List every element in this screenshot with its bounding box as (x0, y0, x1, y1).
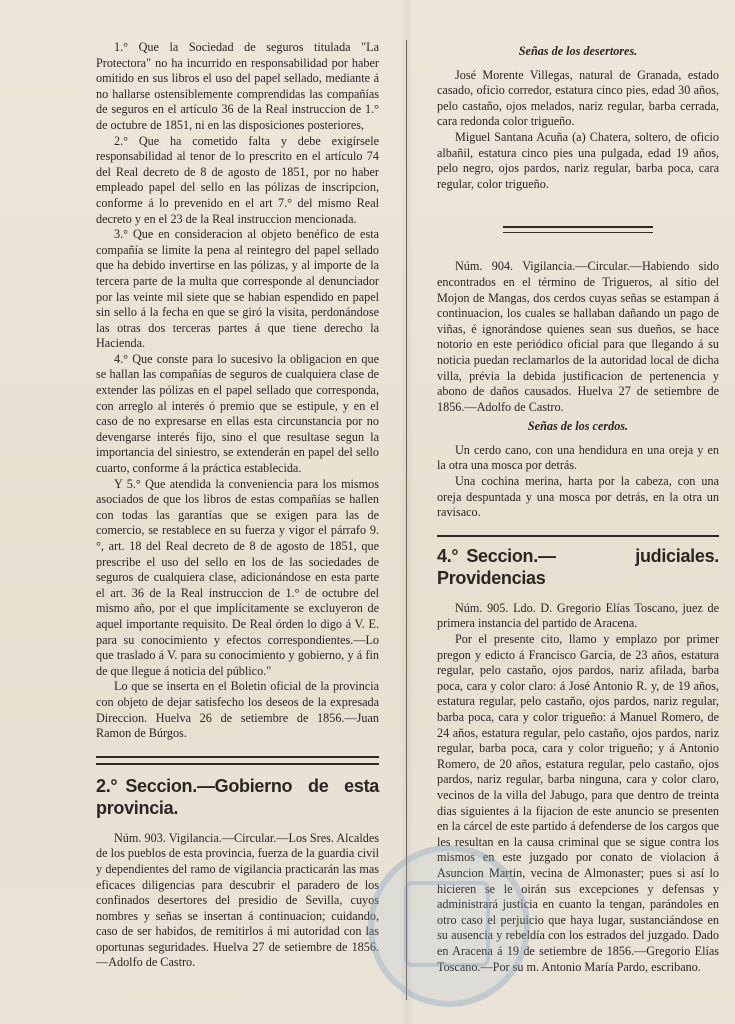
pig-1: Un cerdo cano, con una hendidura en una oreja y en la otra una mosca por detrás. (437, 442, 719, 473)
resolution-4: 4.° Que conste para lo sucesivo la obligacion en que se hallan las compañías de seguros de cualquiera clase de extender las pólizas en el papel sellado que corresponda, con arreglo al interés ó premio que se estipule, y en el caso de no expresarse en ellas esta circunstancia por no devengarse interés fijo, sino el que resultase segun la importancia del siniestro, se extenderán en papel del sello cuarto, conforme á la práctica establecida. (96, 351, 379, 476)
section-4-title-end: judiciales. (635, 545, 719, 566)
section-rule-4 (437, 535, 719, 537)
resolution-1: 1.° Que la Sociedad de seguros titulada "La Protectora" no ha incurrido en responsabilidad por haber omitido en sus libros el uso del papel sellado, mediante á no hallarse ostensiblemente comprendidas las compañías de seguros en el artículo 36 de la Real instruccion de 1.° de octubre de 1851, ni en las disposiciones posteriores, (96, 40, 379, 132)
notice-905-body: Por el presente cito, llamo y emplazo por primer pregon y edicto á Francisco García, de 23 años, estatura regular, pelo castaño, ojos pardos, nariz afilada, barba poca, cara y color claro: á José Antonio R. y, de 19 años, estatura regular, pelo castaño, ojos pardos, nariz regular, barba poca, cara y color trigueño: á Manuel Romero, de 24 años, estatura regular, pelo castaño, ojos pardos, nariz regular, barba poca, cara y color trigueño; y á Antonio Romero, de 20 años, estatura regular, pelo castaño, ojos pardos, nariz regular, barba ninguna, cara y color claro, vecinos de la villa del Jabugo, para que dentro de treinta dias siguientes á la fijacion de este anuncio se presenten en la cárcel de este partido á defenderse de los cargos que les resultan en la causa criminal que se sigue contra los mismos en este juzgado por conato de violacion á Asuncion Martin, vecina de Almonaster; pues si así lo hicieren se le oirán sus excepciones y defensas y administrará justicia en cuanto la tengan, parándoles en otro caso el perjuicio que haya lugar, sustanciándose en su ausencia y rebeldía con los estrados del juzgado. Dado en Aracena á 19 de setiembre de 1856.—Gregorio Elías Toscano.—Por su m. Antonio María Pardo, escribano. (437, 632, 719, 974)
deserter-2: Miguel Santana Acuña (a) Chatera, soltero, de oficio albañil, estatura cinco pies una pulgada, edad 19 años, pelo negro, ojos pardos, nariz regular, barba poca, cara regular, color trigueño. (437, 129, 719, 191)
section-4-number: 4.° (437, 545, 459, 566)
section-4-title: Seccion.—Providencias (437, 545, 556, 588)
stamp-emblem (404, 881, 490, 967)
section-2-title: Seccion.—Gobierno de esta provincia. (96, 775, 379, 818)
insertion-note: Lo que se inserta en el Boletin oficial de la provincia con objeto de dejar satisfecho los deseos de la expresada Direccion. Huelva 26 de setiembre de 1856.—Juan Ramon de Búrgos. (96, 679, 379, 741)
resolution-3: 3.° Que en consideracion al objeto benéfico de esta compañía se limite la pena al reintegro del papel sellado que ha debido invertirse en las pólizas, y al importe de la tercera parte de la multa que corresponde al denunciador por las veinte mil siete que se habian espendido en papel sin sello á la fecha en que se giró la visita, perdonándose las otras dos terceras partes á que tiene derecho la Hacienda. (96, 227, 379, 351)
section-4-heading (437, 545, 719, 589)
pig-2: Una cochina merina, harta por la cabeza, con una oreja despuntada y una mosca por detrás, en la otra un ravisaco. (437, 474, 719, 520)
section-rule (96, 756, 379, 765)
notice-905: Núm. 905. Ldo. D. Gregorio Elías Toscano, juez de primera instancia del partido de Aracena. (437, 600, 719, 631)
resolution-5: Y 5.° Que atendida la conveniencia para los mismos asociados de que los libros de estas compañías se hallen con todas las garantías que se exigen para las de comercio, se restablece en su fuerza y vigor el párrafo 9.°, art. 18 del Real decreto de 8 de agosto de 1851, que prescribe el uso del sello en los de las sociedades de seguros de cualquiera clase, adicionándose en esta parte el art. 36 de la Real instruccion de 1.° de octubre del mismo año, por el que implícitamente se excluyeron de aquel importante requisito. De Real órden lo digo á V. E. para su conocimiento y efectos correspondientes.—Lo que traslado á V. para su conocimiento y gobierno, y á fin de que llegue á noticia del público." (96, 476, 379, 678)
resolution-2: 2.° Que ha cometido falta y debe exigírsele responsabilidad al tenor de lo prescrito en el artículo 74 del Real decreto de 8 de agosto de 1851, por no haber empleado papel del sello en las pólizas de inscripcion, conforme á lo prevenido en el art 7.° del mismo Real decreto y en el 23 de la Real instruccion mencionada. (96, 133, 379, 226)
left-column (96, 40, 379, 994)
notice-904: Núm. 904. Vigilancia.—Circular.—Habiendo sido encontrados en el término de Trigueros, al sitio del Mojon de Mangas, dos cerdos cuyas señas se estampan á continuacion, los cuales se hallaban dañando un pago de viñas, é ignorándose quienes sean sus dueños, se hace notorio en este periódico oficial para que llegando á su noticia puedan reclamarlos de la autoridad local de dicha villa, prévia la debida justificacion de pertenencia y abono de daños causados. Huelva 27 de setiembre de 1856.—Adolfo de Castro. (437, 259, 719, 414)
library-stamp (368, 845, 530, 1007)
section-2-number: 2.° (96, 775, 118, 796)
section-2-heading (96, 775, 379, 819)
pigs-heading: Señas de los cerdos. (527, 419, 629, 434)
deserter-1: José Morente Villegas, natural de Granada, estado casado, oficio corredor, estatura cinco pies, edad 30 años, pelo castaño, ojos melados, nariz regular, barba cerrada, cara redonda color trigueño. (437, 67, 719, 129)
deserters-heading: Señas de los desertores. (518, 44, 638, 58)
notice-903: Núm. 903. Vigilancia.—Circular.—Los Sres. Alcaldes de los pueblos de esta provincia, fuerza de la guardia civil y dependientes del ramo de vigilancia practicarán las mas eficaces diligencias para descubrir el paradero de los confinados desertores del presidio de Sevilla, cuyos nombres y señas se insertan á continuacion; cuidando, caso de ser habidos, de remitirlos á mi autoridad con las oportunas seguridades. Huelva 27 de setiembre de 1856.—Adolfo de Castro. (96, 830, 379, 970)
short-rule (503, 226, 653, 233)
